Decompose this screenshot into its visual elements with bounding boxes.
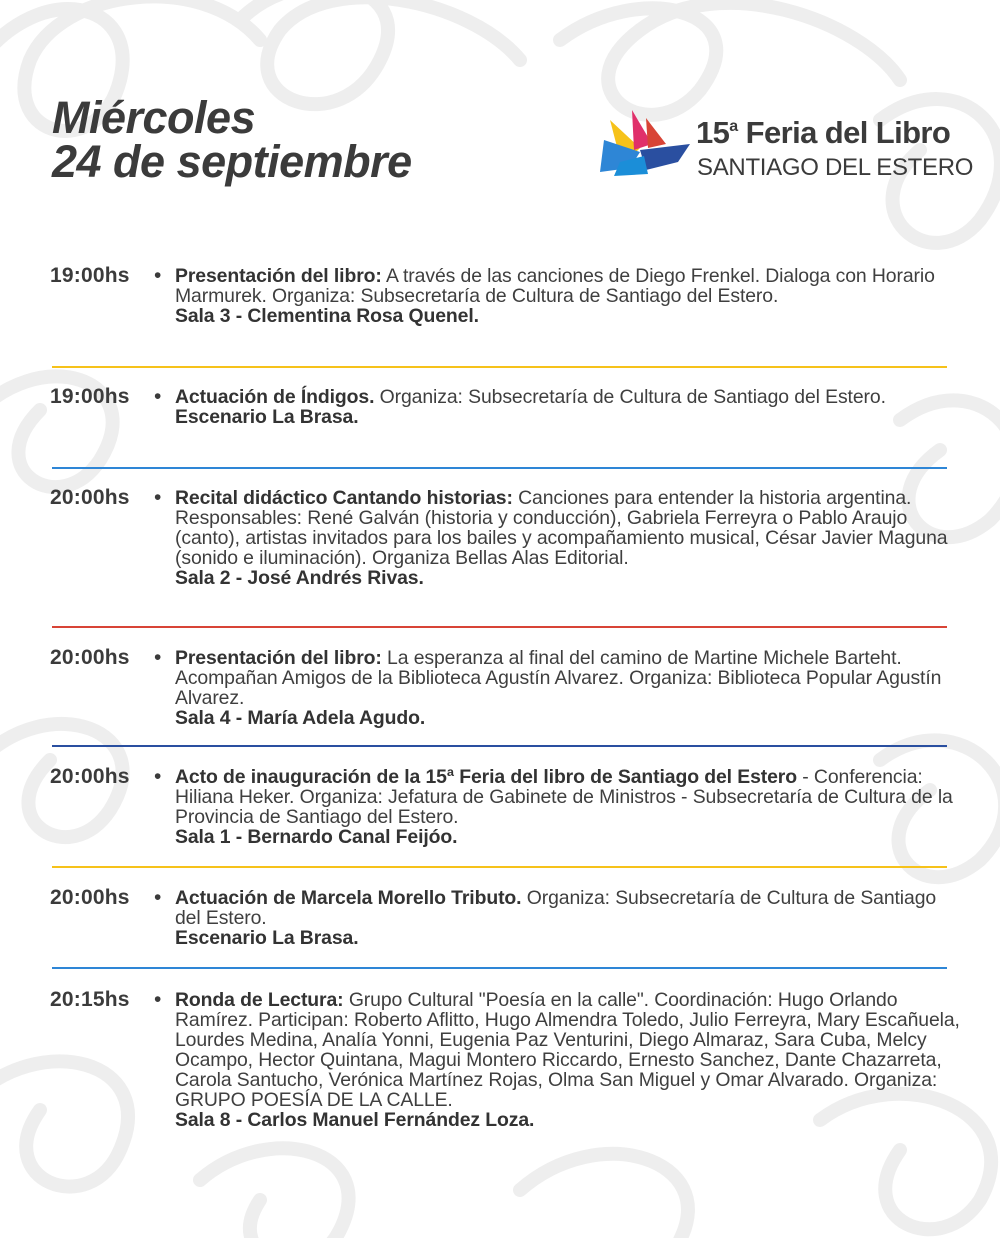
date-label: 24 de septiembre <box>52 136 412 187</box>
event-description <box>175 387 965 427</box>
event-description <box>175 488 965 588</box>
book-fair-logo <box>600 110 974 190</box>
event-text: Canciones para entender la historia argentina. Responsables: René Galván (historia y conducción), Gabriela Ferreyra o Pablo Araujo (canto), artistas invitados para los bailes y acompañamiento musical, César Javier Maguna (sonido e iluminación). Organiza Bellas Alas Editorial. <box>175 487 948 569</box>
event-time: 20:00hs <box>50 486 130 509</box>
date-heading <box>52 92 412 187</box>
bullet: • <box>154 486 162 509</box>
bullet: • <box>154 646 162 669</box>
bullet: • <box>154 988 162 1011</box>
event-title: Actuación de Índigos. <box>175 386 375 408</box>
divider-yellow <box>52 866 947 868</box>
event-venue: Sala 4 - María Adela Agudo. <box>175 707 426 729</box>
event-description <box>175 767 965 847</box>
event-time: 20:15hs <box>50 988 130 1011</box>
event-title: Acto de inauguración de la 15ª Feria del libro de Santiago del Estero <box>175 766 797 788</box>
event-text: La esperanza al final del camino de Martine Michele Barteht. Acompañan Amigos de la Biblioteca Agustín Alvarez. Organiza: Biblioteca Popular Agustín Alvarez. <box>175 647 942 709</box>
event-description <box>175 990 965 1130</box>
event-title: Presentación del libro: <box>175 265 382 287</box>
event-description <box>175 888 965 948</box>
event-time: 19:00hs <box>50 385 130 408</box>
logo-title <box>696 115 950 151</box>
event-title: Recital didáctico Cantando historias: <box>175 487 513 509</box>
event-description <box>175 266 965 326</box>
event-text: Organiza: Subsecretaría de Cultura de Santiago del Estero. <box>175 887 937 929</box>
event-text: A través de las canciones de Diego Frenkel. Dialoga con Horario Marmurek. Organiza: Subsecretaría de Cultura de Santiago del Estero. <box>175 265 935 307</box>
logo-subtitle: SANTIAGO DEL ESTERO <box>697 154 974 181</box>
logo-edition: 15 <box>696 115 730 150</box>
event-text: Organiza: Subsecretaría de Cultura de Santiago del Estero. <box>374 386 886 408</box>
event-time: 20:00hs <box>50 886 130 909</box>
event-description <box>175 648 965 728</box>
event-time: 19:00hs <box>50 264 130 287</box>
divider-blue <box>52 467 947 469</box>
event-time: 20:00hs <box>50 646 130 669</box>
event-title: Ronda de Lectura: <box>175 989 344 1011</box>
divider-yellow <box>52 366 947 368</box>
event-venue: Sala 8 - Carlos Manuel Fernández Loza. <box>175 1109 535 1131</box>
bullet: • <box>154 385 162 408</box>
divider-blue <box>52 967 947 969</box>
event-title: Actuación de Marcela Morello Tributo. <box>175 887 522 909</box>
event-venue: Sala 2 - José Andrés Rivas. <box>175 567 424 589</box>
logo-title-text: Feria del Libro <box>737 115 951 150</box>
event-venue: Escenario La Brasa. <box>175 927 359 949</box>
divider-red <box>52 626 947 628</box>
event-venue: Sala 1 - Bernardo Canal Feijóo. <box>175 826 458 848</box>
event-venue: Sala 3 - Clementina Rosa Quenel. <box>175 305 479 327</box>
open-book-icon <box>600 110 692 182</box>
day-label: Miércoles <box>52 92 256 143</box>
logo-edition-sup: a <box>729 118 738 135</box>
bullet: • <box>154 886 162 909</box>
event-time: 20:00hs <box>50 765 130 788</box>
bullet: • <box>154 264 162 287</box>
event-venue: Escenario La Brasa. <box>175 406 359 428</box>
divider-navy <box>52 745 947 747</box>
event-text: Grupo Cultural "Poesía en la calle". Coordinación: Hugo Orlando Ramírez. Participan: Roberto Aflitto, Hugo Almendra Toledo, Julio Ferreyra, Mary Escañuela, Lourdes Medina, Analía Yonni, Eugenia Paz Venturini, Diego Almaraz, Sara Cuba, Melcy Ocampo, Hector Quintana, Magui Montero Riccardo, Ernesto Sanchez, Dante Chazarreta, Carola Santucho, Verónica Martínez Rojas, Olma San Miguel y Omar Alvarado. Organiza: GRUPO POESÍA DE LA CALLE. <box>175 989 960 1111</box>
bullet: • <box>154 765 162 788</box>
event-text: - Conferencia: Hiliana Heker. Organiza: Jefatura de Gabinete de Ministros - Subsecretaría de Cultura de la Provincia de Santiago del Estero. <box>175 766 953 828</box>
event-title: Presentación del libro: <box>175 647 382 669</box>
